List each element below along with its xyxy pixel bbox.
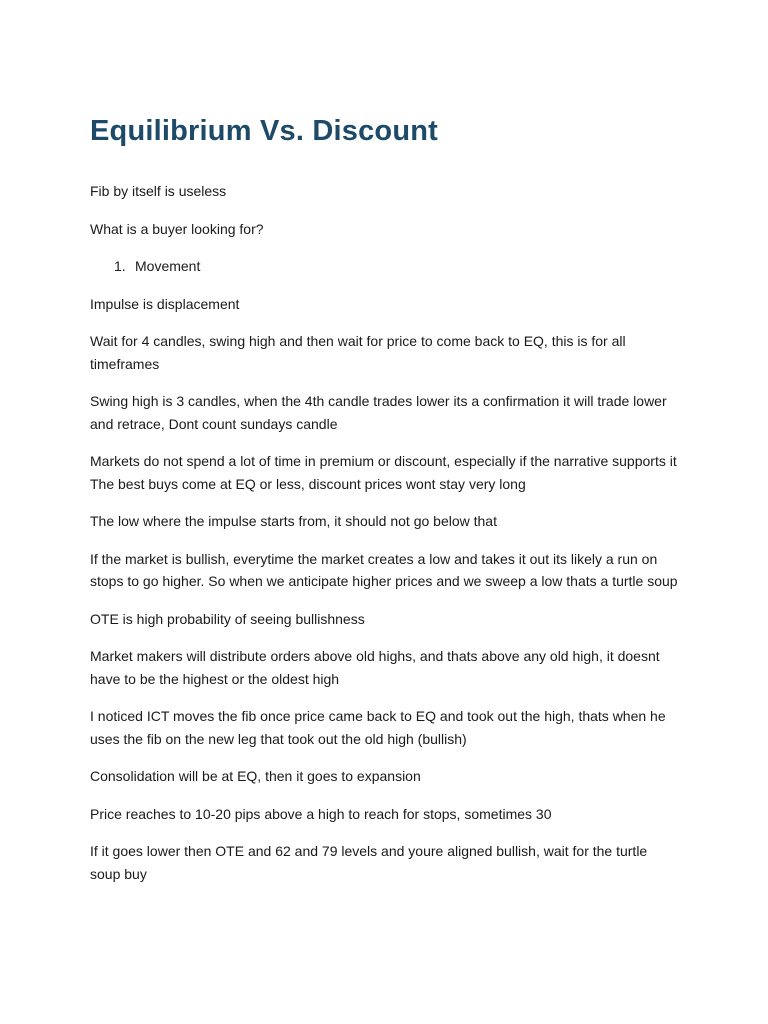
- paragraph: Price reaches to 10-20 pips above a high to reach for stops, sometimes 30: [90, 805, 552, 822]
- paragraph: I noticed ICT moves the fib once price came back to EQ and took out the high, thats when he uses the fib on the new leg that took out the old high (bullish): [90, 708, 666, 747]
- paragraph: Fib by itself is useless: [90, 183, 227, 199]
- numbered-list: [90, 255, 680, 278]
- list-item: [90, 255, 680, 278]
- list-item-text: Movement: [135, 258, 201, 274]
- paragraph: If the market is bullish, everytime the market creates a low and takes it out its likely a run on stops to go higher. So when we anticipate higher prices and we sweep a low thats a turtle soup: [90, 550, 678, 589]
- paragraph: Markets do not spend a lot of time in premium or discount, especially if the narrative supports it The best buys come at EQ or less, discount prices wont stay very long: [90, 453, 677, 492]
- paragraph: If it goes lower then OTE and 62 and 79 levels and youre aligned bullish, wait for the turtle soup buy: [90, 843, 648, 882]
- list-item-number: 1.: [114, 258, 126, 274]
- paragraph: What is a buyer looking for?: [90, 220, 264, 237]
- document-title: Equilibrium Vs. Discount: [90, 115, 438, 147]
- paragraph: The low where the impulse starts from, it should not go below that: [90, 513, 497, 529]
- paragraph: Wait for 4 candles, swing high and then wait for price to come back to EQ, this is for all timeframes: [90, 333, 626, 372]
- paragraph: OTE is high probability of seeing bullishness: [90, 610, 365, 627]
- document-content: [90, 112, 680, 900]
- paragraph: Market makers will distribute orders above old highs, and thats above any old high, it doesnt have to be the highest or the oldest high: [90, 648, 660, 687]
- paragraph: Impulse is displacement: [90, 295, 240, 312]
- paragraph: Consolidation will be at EQ, then it goes to expansion: [90, 768, 421, 784]
- paragraph: Swing high is 3 candles, when the 4th candle trades lower its a confirmation it will trade lower and retrace, Dont count sundays candle: [90, 393, 667, 432]
